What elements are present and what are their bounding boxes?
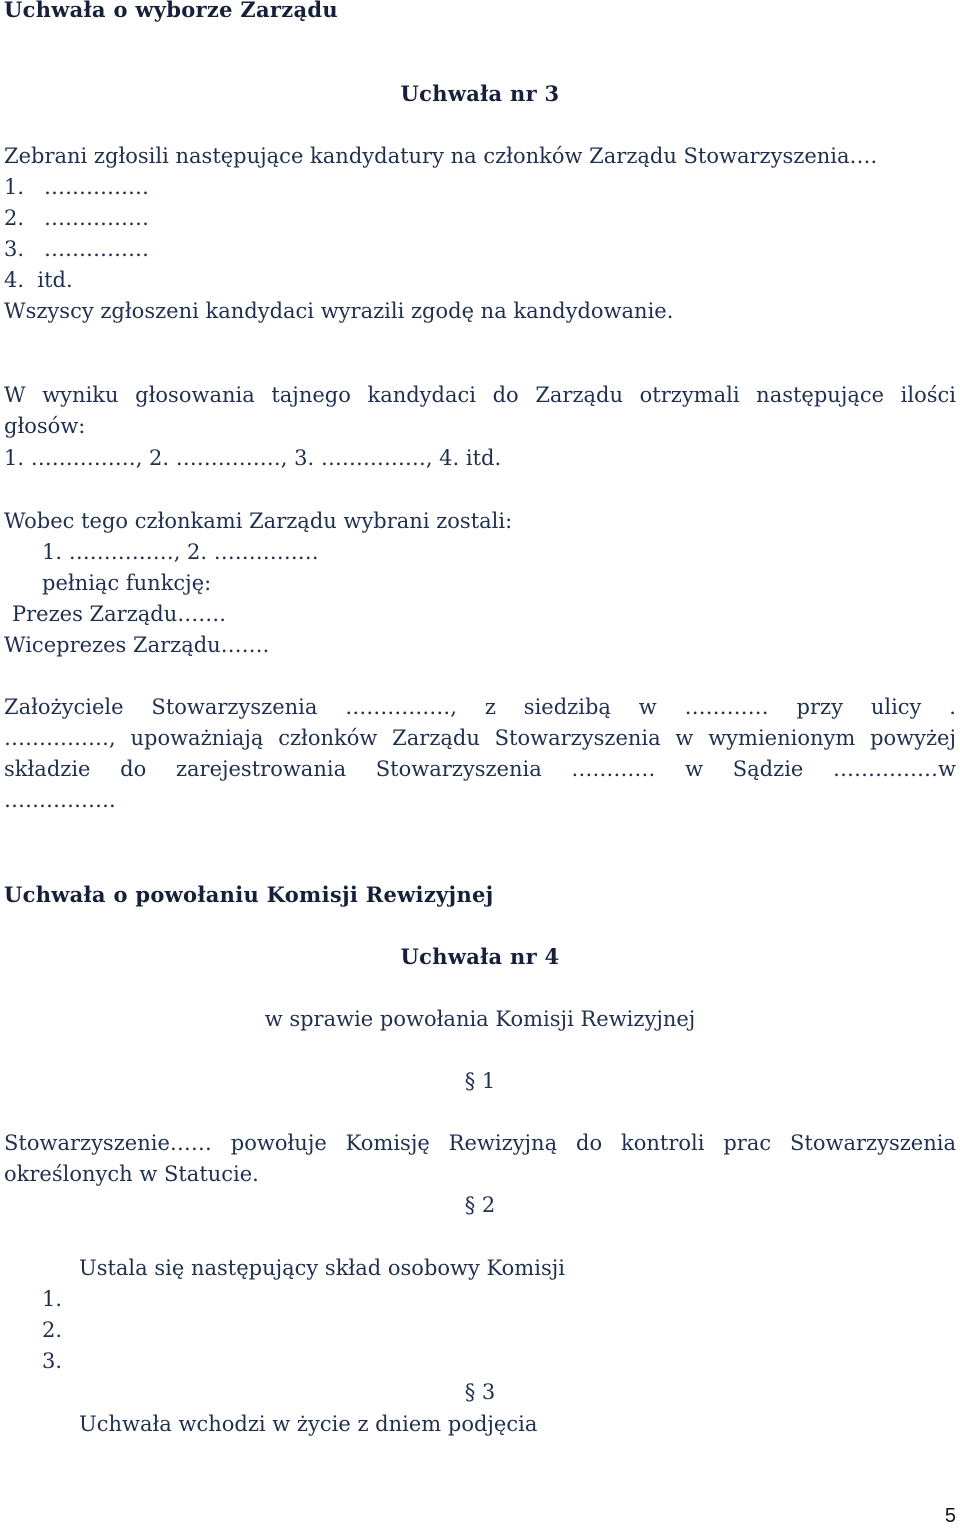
resolution-subject: w sprawie powołania Komisji Rewizyjnej [264, 1007, 696, 1031]
paragraph-mark-2: § 2 [464, 1193, 496, 1217]
paragraph-3-text: Uchwała wchodzi w życie z dniem podjęcia [79, 1412, 538, 1436]
elected-list: 1. ……………, 2. …………… [42, 540, 319, 564]
founders-paragraph-line: składzie do zarejestrowania Stowarzyszenia ………… w Sądzie ……………w [4, 757, 956, 781]
vote-result-line: W wyniku głosowania tajnego kandydaci do Zarządu otrzymali następujące ilości [4, 383, 956, 407]
candidate-item: 3. …………… [4, 237, 150, 261]
elected-intro: Wobec tego członkami Zarządu wybrani zostali: [4, 509, 513, 533]
paragraph-1-line: określonych w Statucie. [4, 1162, 259, 1186]
section-heading-audit-committee: Uchwała o powołaniu Komisji Rewizyjnej [4, 882, 494, 907]
vote-result-line: głosów: [4, 414, 86, 438]
vice-president-role: Wiceprezes Zarządu……. [4, 633, 270, 657]
committee-member-item: 2. [42, 1318, 63, 1342]
candidate-item: 4. itd. [4, 268, 73, 292]
paragraph-1-line: Stowarzyszenie…… powołuje Komisję Rewizyjną do kontroli prac Stowarzyszenia [4, 1131, 956, 1155]
founders-paragraph-line: ……………, upoważniają członków Zarządu Stowarzyszenia w wymienionym powyżej [4, 726, 956, 750]
paragraph-2-text: Ustala się następujący skład osobowy Komisji [79, 1256, 565, 1280]
paragraph-mark-1: § 1 [464, 1069, 496, 1093]
paragraph-mark-3: § 3 [464, 1380, 496, 1404]
candidates-intro: Zebrani zgłosili następujące kandydatury na członków Zarządu Stowarzyszenia…. [4, 144, 878, 168]
candidate-item: 1. …………… [4, 175, 150, 199]
function-label: pełniąc funkcję: [42, 571, 212, 595]
page-number: 5 [944, 1505, 956, 1527]
president-role: Prezes Zarządu……. [12, 602, 226, 626]
founders-paragraph-line: Założyciele Stowarzyszenia ……………, z siedzibą w ………… przy ulicy . [4, 695, 956, 719]
consent-statement: Wszyscy zgłoszeni kandydaci wyrazili zgodę na kandydowanie. [4, 299, 674, 323]
resolution-title-4: Uchwała nr 4 [400, 944, 560, 969]
founders-paragraph-line: ……………. [4, 788, 116, 812]
section-heading-board-election: Uchwała o wyborze Zarządu [4, 0, 338, 22]
resolution-title-3: Uchwała nr 3 [400, 81, 560, 106]
committee-member-item: 1. [42, 1287, 63, 1311]
vote-result-line: 1. ……………, 2. ……………, 3. ……………, 4. itd. [4, 446, 502, 470]
committee-member-item: 3. [42, 1349, 63, 1373]
candidate-item: 2. …………… [4, 206, 150, 230]
